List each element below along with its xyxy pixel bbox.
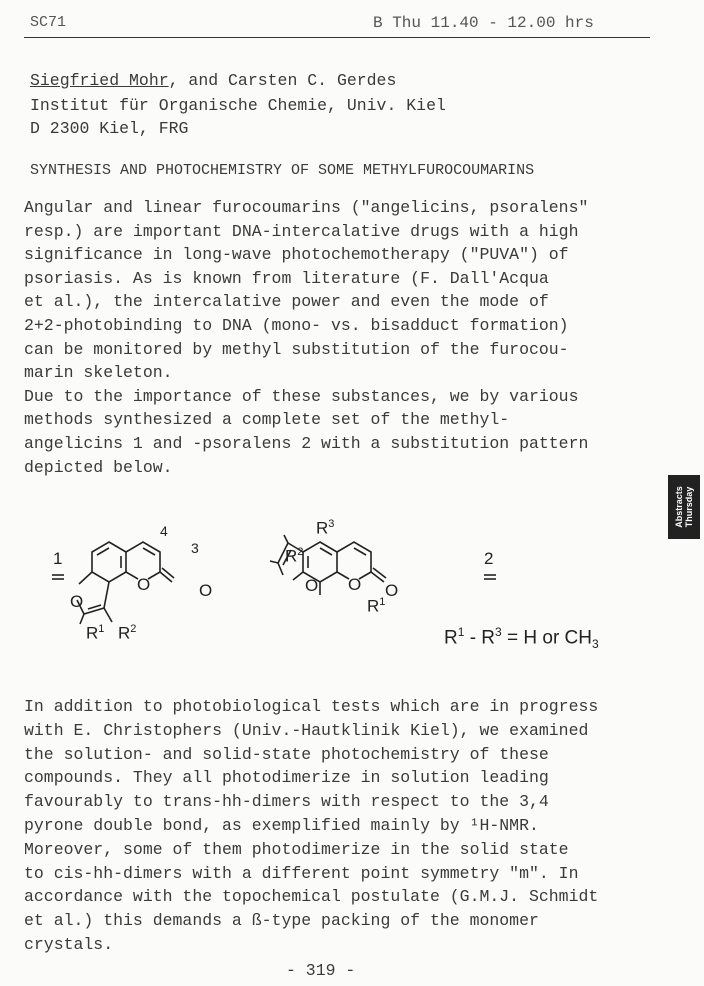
text-line: favourably to trans-hh-dimers with respect to the 3,4 [24, 792, 549, 812]
text-line: 2+2-photobinding to DNA (mono- vs. bisadduct formation) [24, 316, 569, 335]
text-line: marin skeleton. [24, 363, 173, 383]
text-line: can be monitored by methyl substitution of the furocou- [24, 339, 569, 359]
position-4-label: 4 [160, 523, 168, 539]
r2-label: $R^2$ [118, 623, 137, 643]
text-line: accordance with the topochemical postulate (G.M.J. Schmidt [24, 887, 599, 907]
institute: Institut für Organische Chemie, Univ. Kiel [30, 96, 446, 115]
carbonyl-oxygen: O [199, 581, 213, 600]
text-line: et al.) this demands a ß-type packing of the monomer [24, 911, 539, 931]
angelicin-structure [77, 542, 174, 624]
ring-oxygen: O [348, 575, 362, 594]
text-line: Moreover, some of them photodimerize in the solid state [24, 839, 569, 859]
text-line: depicted below. [24, 457, 173, 477]
co-authors: , and Carsten C. Gerdes [168, 71, 397, 90]
text-line: Angular and linear furocoumarins ("angelicins, psoralens" [24, 198, 589, 217]
text-line: crystals. [24, 935, 114, 954]
ring-oxygen: O [137, 575, 151, 594]
furan-oxygen: O [70, 592, 84, 611]
text-line: the solution- and solid-state photochemistry of these [24, 744, 549, 764]
abstract-code: SC71 [30, 14, 67, 31]
text-line: compounds. They all photodimerize in solution leading [24, 768, 549, 788]
compound-1-label: 1 [53, 549, 63, 568]
position-3-label: 3 [191, 540, 199, 556]
abstracts-thursday-tab: Abstracts Thursday [668, 475, 700, 539]
furan-oxygen: O [305, 576, 319, 595]
text-line: significance in long-wave photochemotherapy ("PUVA") of [24, 245, 569, 265]
address: D 2300 Kiel, FRG [30, 119, 189, 138]
session-time: B Thu 11.40 - 12.00 hrs [373, 14, 594, 32]
substituent-formula: $R^1 - R^3 = H$ or $CH_3$ [444, 625, 599, 652]
text-line: et al.), the intercalative power and even the mode of [24, 292, 549, 312]
text-line: angelicins 1 and -psoralens 2 with a substitution pattern [24, 434, 589, 453]
compound-2-label: 2 [484, 549, 494, 568]
r1-label: $R^1$ [86, 623, 105, 643]
text-line: In addition to photobiological tests which are in progress [24, 697, 599, 716]
text-line: resp.) are important DNA-intercalative drugs with a high [24, 221, 579, 241]
carbonyl-oxygen: O [385, 581, 399, 600]
text-line: pyrone double bond, as exemplified mainly by ¹H-NMR. [24, 816, 539, 835]
text-line: methods synthesized a complete set of the methyl- [24, 410, 510, 430]
text-line: with E. Christophers (Univ.-Hautklinik Kiel), we examined [24, 720, 589, 740]
text-line: psoriasis. As is known from literature (F. Dall'Acqua [24, 268, 549, 288]
page-number: - 319 - [286, 961, 356, 980]
r1-label: $R^1$ [367, 596, 386, 616]
presenting-author: Siegfried Mohr [30, 71, 169, 90]
r3-label: $R^3$ [316, 518, 335, 538]
r2-label: $R^2$ [285, 546, 304, 566]
abstract-title: SYNTHESIS AND PHOTOCHEMISTRY OF SOME METHYLFUROCOUMARINS [30, 162, 535, 179]
text-line: Due to the importance of these substances, we by various [24, 386, 579, 406]
text-line: to cis-hh-dimers with a different point symmetry "m". In [24, 863, 579, 883]
